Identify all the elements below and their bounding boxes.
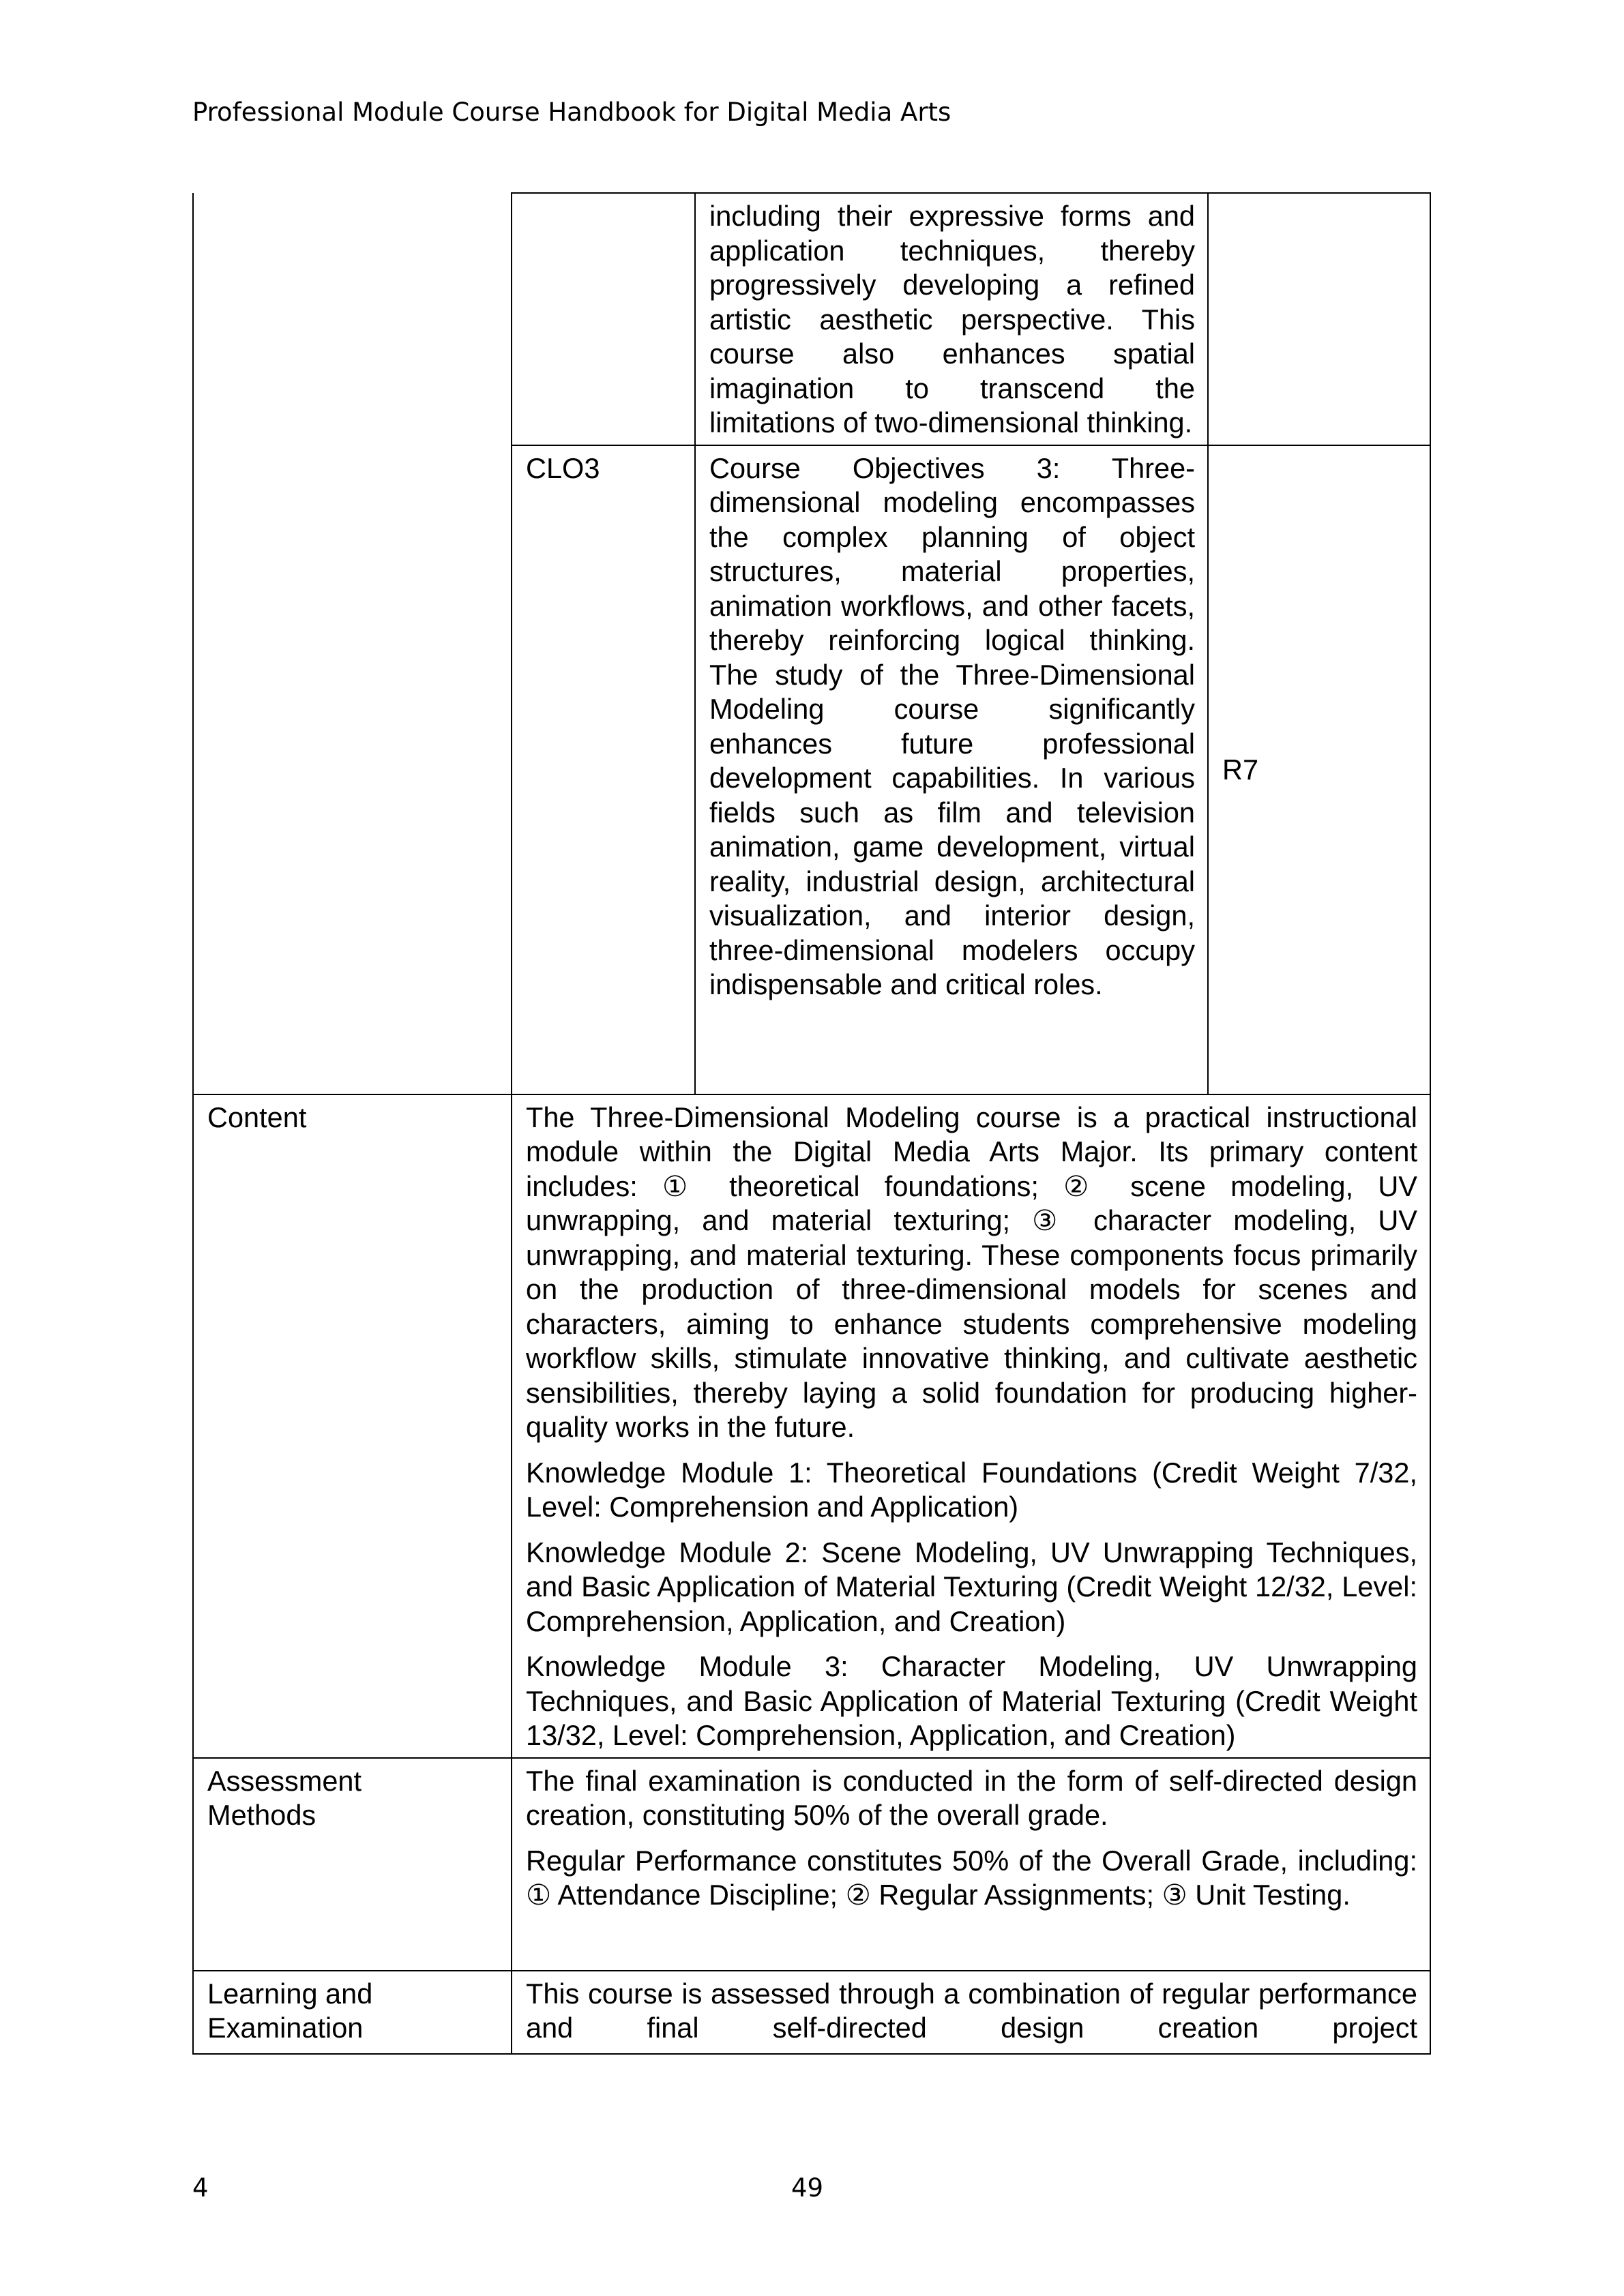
learning-row [193, 1971, 1430, 2054]
label-cell-empty [193, 193, 512, 445]
content-label: Content [193, 1094, 512, 1758]
content-paragraph: The Three-Dimensional Modeling course is a practical instructional module within the Digital Media Arts Major. Its primary content includes: ① theoretical foundations; ② scene modeling, UV unwrapping, and material texturing; ③ character modeling, UV unwrapping, and material texturing. These components focus primarily on the production of three-dimensional models for scenes and characters, aiming to enhance students comprehensive modeling workflow skills, stimulate innovative thinking, and cultivate aesthetic sensibilities, thereby laying a solid foundation for producing higher-quality works in the future. [526, 1101, 1417, 1443]
learning-label: Learning and Examination [193, 1971, 512, 2054]
clo-code-cell: CLO3 [512, 445, 695, 1094]
content-row [193, 1094, 1430, 1758]
assessment-cell [512, 1758, 1430, 1971]
assessment-final-exam: The final examination is conducted in the form of self-directed design creation, constituting 50% of the overall grade. [526, 1764, 1417, 1831]
page-number-left: 4 [192, 2173, 209, 2203]
knowledge-module-1: Knowledge Module 1: Theoretical Foundations (Credit Weight 7/32, Level: Comprehension and Application) [526, 1456, 1417, 1523]
course-table [192, 192, 1431, 2055]
clo-ref-cell [1208, 193, 1430, 445]
clo-row-continued [193, 193, 1430, 445]
clo-code-cell [512, 193, 695, 445]
running-header: Professional Module Course Handbook for Digital Media Arts [192, 98, 951, 127]
clo-description-cell: Course Objectives 3: Three-dimensional modeling encompasses the complex planning of object structures, material properties, animation workflows, and other facets, thereby reinforcing logical thinking. The study of the Three-Dimensional Modeling course significantly enhances future professional development capabilities. In various fields such as film and television animation, game development, virtual reality, industrial design, architectural visualization, and interior design, three-dimensional modelers occupy indispensable and critical roles. [695, 445, 1208, 1094]
assessment-row [193, 1758, 1430, 1971]
assessment-label: Assessment Methods [193, 1758, 512, 1971]
clo-ref-cell: R7 [1208, 445, 1430, 1094]
page-number-center: 49 [791, 2173, 824, 2203]
learning-cell [512, 1971, 1430, 2054]
label-cell-empty [193, 445, 512, 1094]
knowledge-module-3: Knowledge Module 3: Character Modeling, UV Unwrapping Techniques, and Basic Application of Material Texturing (Credit Weight 13/32, Level: Comprehension, Application, and Creation) [526, 1650, 1417, 1751]
clo-row-clo3 [193, 445, 1430, 1094]
assessment-regular-performance: Regular Performance constitutes 50% of the Overall Grade, including: ① Attendance Discipline; ② Regular Assignments; ③ Unit Testing. [526, 1844, 1417, 1911]
content-cell [512, 1094, 1430, 1758]
learning-text: This course is assessed through a combination of regular performance and final self-directed design creation project [526, 1977, 1417, 2044]
knowledge-module-2: Knowledge Module 2: Scene Modeling, UV Unwrapping Techniques, and Basic Application of Material Texturing (Credit Weight 12/32, Level: Comprehension, Application, and Creation) [526, 1536, 1417, 1637]
clo-description-cell: including their expressive forms and application techniques, thereby progressively developing a refined artistic aesthetic perspective. This course also enhances spatial imagination to transcend the limitations of two-dimensional thinking. [695, 193, 1208, 445]
